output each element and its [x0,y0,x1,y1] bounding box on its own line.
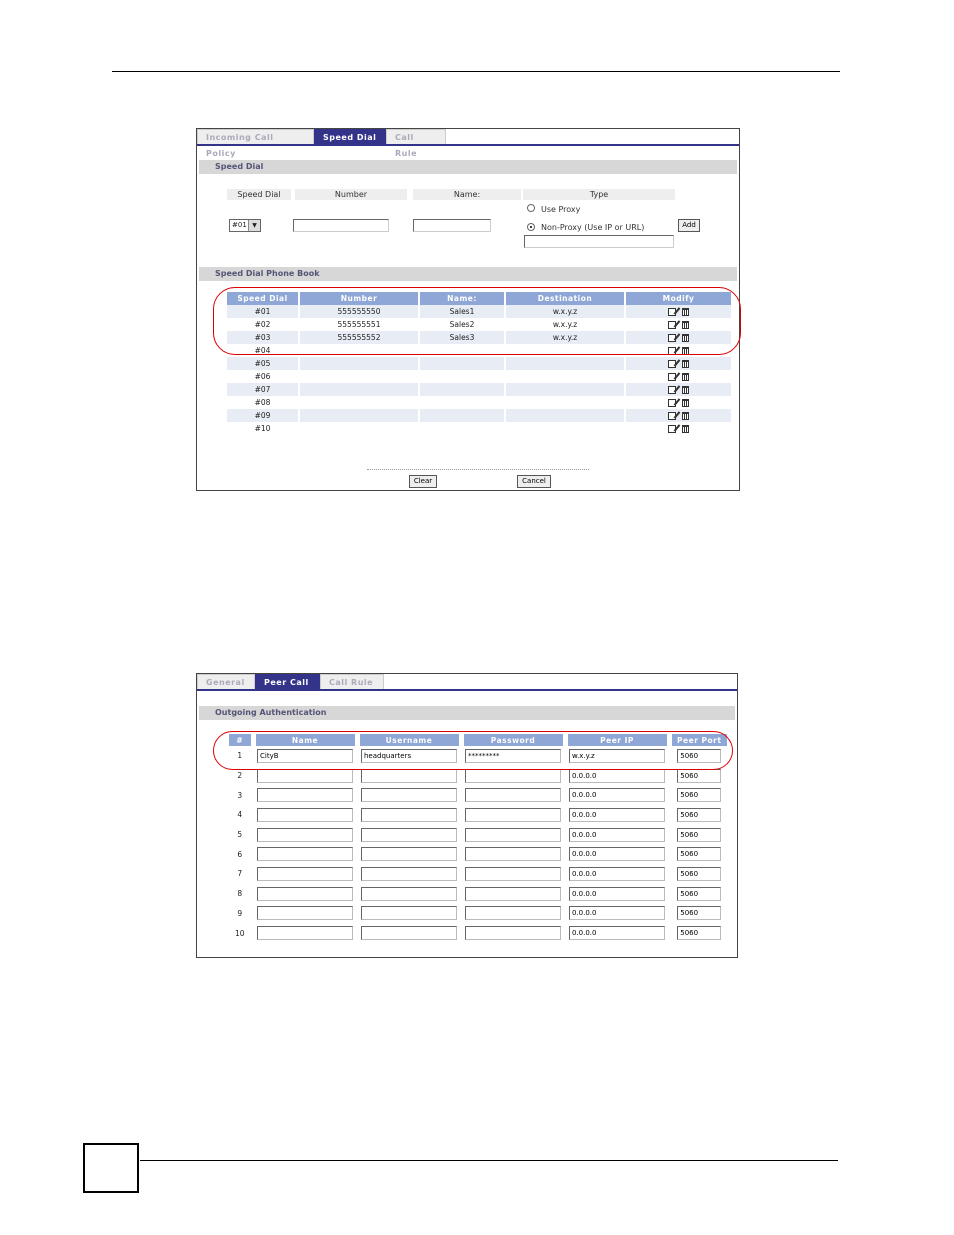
name-field[interactable] [257,887,353,901]
peer-port-field[interactable]: 5060 [677,808,721,822]
col-number: # [229,734,253,746]
col-destination: Destination [505,292,625,305]
cell-name [253,766,357,786]
cell-name [419,422,505,435]
table-row [227,396,731,409]
cell-peer-ip [565,904,669,924]
button-divider [367,469,589,470]
cell-destination: w.x.y.z [505,318,625,331]
cell-username [357,825,461,845]
chevron-down-icon[interactable]: ▼ [248,220,260,231]
cell-name: Sales2 [419,318,505,331]
edit-icon[interactable] [668,347,676,355]
table-row [227,409,731,422]
cell-peer-port [669,766,727,786]
cell-peer-port [669,746,727,766]
radio-use-proxy-label: Use Proxy [541,205,581,214]
trash-icon[interactable] [682,386,689,394]
edit-icon[interactable] [668,399,676,407]
password-field[interactable] [465,769,561,783]
cell-number: 555555552 [299,331,419,344]
speed-dial-select-value: #01 [232,221,247,229]
col-name: Name [253,734,357,746]
col-speed-dial: Speed Dial [227,292,299,305]
name-field[interactable] [257,906,353,920]
table-row [227,331,731,344]
username-field[interactable] [361,808,457,822]
table-row [229,766,727,786]
peer-call-table [229,734,727,943]
table-row [227,422,731,435]
radio-non-proxy[interactable] [527,223,535,231]
cell-name [253,884,357,904]
cell-password [461,844,565,864]
username-field[interactable] [361,769,457,783]
row-number: 5 [229,825,253,845]
edit-icon[interactable] [668,308,676,316]
cell-destination [505,396,625,409]
password-field[interactable] [465,808,561,822]
peer-call-panel [196,673,738,958]
cell-peer-ip [565,923,669,943]
password-field[interactable] [465,906,561,920]
password-field[interactable] [465,926,561,940]
table-row [227,318,731,331]
trash-icon[interactable] [682,347,689,355]
cell-username [357,805,461,825]
section-phone-book-header: Speed Dial Phone Book [199,267,737,281]
cell-destination [505,357,625,370]
cell-number [299,383,419,396]
cell-peer-ip [565,825,669,845]
cell-name [253,785,357,805]
cell-destination [505,344,625,357]
footer-rule [140,1160,838,1161]
cell-password [461,864,565,884]
row-number: 4 [229,805,253,825]
password-field[interactable] [465,847,561,861]
cell-peer-port [669,864,727,884]
page-number-box [83,1143,139,1193]
cell-speed-dial: #08 [227,396,299,409]
tab-peer-call[interactable]: Peer Call [255,674,320,690]
cell-speed-dial: #09 [227,409,299,422]
edit-icon[interactable] [668,373,676,381]
speed-dial-select[interactable] [229,219,261,232]
cell-name [419,370,505,383]
destination-input[interactable] [524,235,674,248]
username-field[interactable] [361,847,457,861]
cell-number [299,422,419,435]
cell-password [461,923,565,943]
peer-port-field[interactable]: 5060 [677,887,721,901]
table-row [227,357,731,370]
trash-icon[interactable] [682,321,689,329]
row-number: 6 [229,844,253,864]
cell-name [419,409,505,422]
peer-port-field[interactable]: 5060 [677,847,721,861]
cell-destination: w.x.y.z [505,305,625,318]
cell-modify [625,396,731,409]
trash-icon[interactable] [682,360,689,368]
cell-speed-dial: #07 [227,383,299,396]
tab-underline [197,689,737,691]
cell-password [461,746,565,766]
cell-peer-ip [565,864,669,884]
cell-speed-dial: #01 [227,305,299,318]
cell-number [299,409,419,422]
cell-modify [625,383,731,396]
peer-port-field[interactable]: 5060 [677,749,721,763]
cell-peer-ip [565,884,669,904]
add-button[interactable]: Add [678,219,700,232]
peer-port-field[interactable]: 5060 [677,926,721,940]
cell-name [253,844,357,864]
name-field[interactable]: CityB [257,749,353,763]
label-speed-dial: Speed Dial [227,189,291,200]
cell-destination [505,422,625,435]
name-field[interactable] [257,847,353,861]
label-name: Name: [413,189,521,200]
cell-number [299,370,419,383]
edit-icon[interactable] [668,425,676,433]
cell-peer-ip [565,805,669,825]
cell-peer-ip [565,844,669,864]
cell-modify [625,409,731,422]
edit-icon[interactable] [668,386,676,394]
name-field[interactable] [257,828,353,842]
trash-icon[interactable] [682,334,689,342]
cell-peer-port [669,785,727,805]
cell-modify [625,331,731,344]
peer-header-row [229,734,727,746]
name-input[interactable] [413,219,491,232]
cell-speed-dial: #04 [227,344,299,357]
cell-name [253,904,357,924]
label-type: Type [523,189,675,200]
cell-modify [625,344,731,357]
row-number: 10 [229,923,253,943]
cell-name [253,805,357,825]
table-row [229,923,727,943]
cell-modify [625,422,731,435]
edit-icon[interactable] [668,334,676,342]
cell-password [461,904,565,924]
col-modify: Modify [625,292,731,305]
cell-password [461,805,565,825]
peer-ip-field[interactable]: 0.0.0.0 [569,906,665,920]
cell-username [357,844,461,864]
password-field[interactable] [465,867,561,881]
username-field[interactable] [361,867,457,881]
table-row [229,746,727,766]
table-row [227,305,731,318]
section-speed-dial-header: Speed Dial [199,160,737,174]
radio-non-proxy-label: Non-Proxy (Use IP or URL) [541,223,645,232]
cell-username [357,884,461,904]
clear-button[interactable]: Clear [409,475,437,488]
username-field[interactable]: headquarters [361,749,457,763]
row-number: 9 [229,904,253,924]
password-field[interactable] [465,788,561,802]
name-field[interactable] [257,788,353,802]
section-outgoing-auth-header: Outgoing Authentication [199,706,735,720]
radio-use-proxy[interactable] [527,204,535,212]
peer-ip-field[interactable]: 0.0.0.0 [569,769,665,783]
cell-name [253,923,357,943]
trash-icon[interactable] [682,399,689,407]
trash-icon[interactable] [682,412,689,420]
cell-name [253,864,357,884]
username-field[interactable] [361,788,457,802]
name-field[interactable] [257,926,353,940]
trash-icon[interactable] [682,308,689,316]
peer-ip-field[interactable]: 0.0.0.0 [569,828,665,842]
cell-modify [625,357,731,370]
cell-speed-dial: #02 [227,318,299,331]
tab-underline [197,144,739,146]
table-row [227,370,731,383]
username-field[interactable] [361,926,457,940]
table-row [229,844,727,864]
cell-username [357,766,461,786]
number-input[interactable] [293,219,389,232]
label-number: Number [295,189,407,200]
cell-peer-port [669,844,727,864]
cell-name [419,396,505,409]
phone-book-header-row [227,292,731,305]
cell-number: 555555551 [299,318,419,331]
name-field[interactable] [257,867,353,881]
cell-number [299,396,419,409]
cell-peer-ip [565,785,669,805]
trash-icon[interactable] [682,425,689,433]
cell-speed-dial: #03 [227,331,299,344]
password-field[interactable] [465,828,561,842]
table-row [229,805,727,825]
cell-name [419,357,505,370]
row-number: 3 [229,785,253,805]
cell-destination [505,370,625,383]
cell-name: Sales1 [419,305,505,318]
cell-destination [505,383,625,396]
cell-speed-dial: #06 [227,370,299,383]
tab-general[interactable]: General [197,674,255,690]
name-field[interactable] [257,808,353,822]
cell-modify [625,305,731,318]
cell-username [357,923,461,943]
row-number: 1 [229,746,253,766]
password-field[interactable]: ********* [465,749,561,763]
peer-port-field[interactable]: 5060 [677,769,721,783]
peer-ip-field[interactable]: 0.0.0.0 [569,887,665,901]
phone-book-table [227,292,731,435]
cell-username [357,785,461,805]
peer-port-field[interactable]: 5060 [677,906,721,920]
edit-icon[interactable] [668,321,676,329]
cell-speed-dial: #10 [227,422,299,435]
cell-name [253,825,357,845]
tab-call-rule[interactable]: Call Rule [320,674,384,690]
cell-name [419,344,505,357]
cell-peer-ip [565,746,669,766]
col-number: Number [299,292,419,305]
row-number: 8 [229,884,253,904]
row-number: 2 [229,766,253,786]
cell-password [461,766,565,786]
username-field[interactable] [361,887,457,901]
col-password: Password [461,734,565,746]
peer-ip-field[interactable]: 0.0.0.0 [569,867,665,881]
cell-peer-port [669,923,727,943]
cell-name: Sales3 [419,331,505,344]
table-row [227,344,731,357]
header-rule [112,71,840,72]
cell-password [461,825,565,845]
name-field[interactable] [257,769,353,783]
cell-name [419,383,505,396]
cell-peer-port [669,805,727,825]
row-number: 7 [229,864,253,884]
tab-bar [197,129,446,158]
cell-peer-port [669,904,727,924]
peer-ip-field[interactable]: 0.0.0.0 [569,847,665,861]
peer-port-field[interactable]: 5060 [677,867,721,881]
password-field[interactable] [465,887,561,901]
username-field[interactable] [361,828,457,842]
cell-destination [505,409,625,422]
peer-ip-field[interactable]: w.x.y.z [569,749,665,763]
cell-password [461,785,565,805]
peer-ip-field[interactable]: 0.0.0.0 [569,808,665,822]
cell-peer-port [669,884,727,904]
cell-modify [625,370,731,383]
cell-number [299,344,419,357]
table-row [229,904,727,924]
cancel-button[interactable]: Cancel [517,475,551,488]
table-row [229,884,727,904]
tab-bar [197,674,384,690]
peer-ip-field[interactable]: 0.0.0.0 [569,926,665,940]
speed-dial-panel [196,128,740,491]
cell-peer-ip [565,766,669,786]
col-username: Username [357,734,461,746]
trash-icon[interactable] [682,373,689,381]
cell-modify [625,318,731,331]
tab-incoming-call-policy[interactable]: Incoming Call Policy [197,129,314,145]
col-peer-port: Peer Port [669,734,727,746]
col-name: Name: [419,292,505,305]
peer-port-field[interactable]: 5060 [677,788,721,802]
tab-call-rule[interactable]: Call Rule [386,129,446,145]
cell-peer-port [669,825,727,845]
edit-icon[interactable] [668,412,676,420]
table-row [229,864,727,884]
edit-icon[interactable] [668,360,676,368]
username-field[interactable] [361,906,457,920]
cell-name [253,746,357,766]
peer-ip-field[interactable]: 0.0.0.0 [569,788,665,802]
cell-number [299,357,419,370]
tab-speed-dial[interactable]: Speed Dial [314,129,386,145]
cell-destination: w.x.y.z [505,331,625,344]
cell-speed-dial: #05 [227,357,299,370]
peer-port-field[interactable]: 5060 [677,828,721,842]
table-row [229,825,727,845]
cell-password [461,884,565,904]
cell-number: 555555550 [299,305,419,318]
table-row [229,785,727,805]
cell-username [357,864,461,884]
cell-username [357,904,461,924]
cell-username [357,746,461,766]
table-row [227,383,731,396]
col-peer-ip: Peer IP [565,734,669,746]
